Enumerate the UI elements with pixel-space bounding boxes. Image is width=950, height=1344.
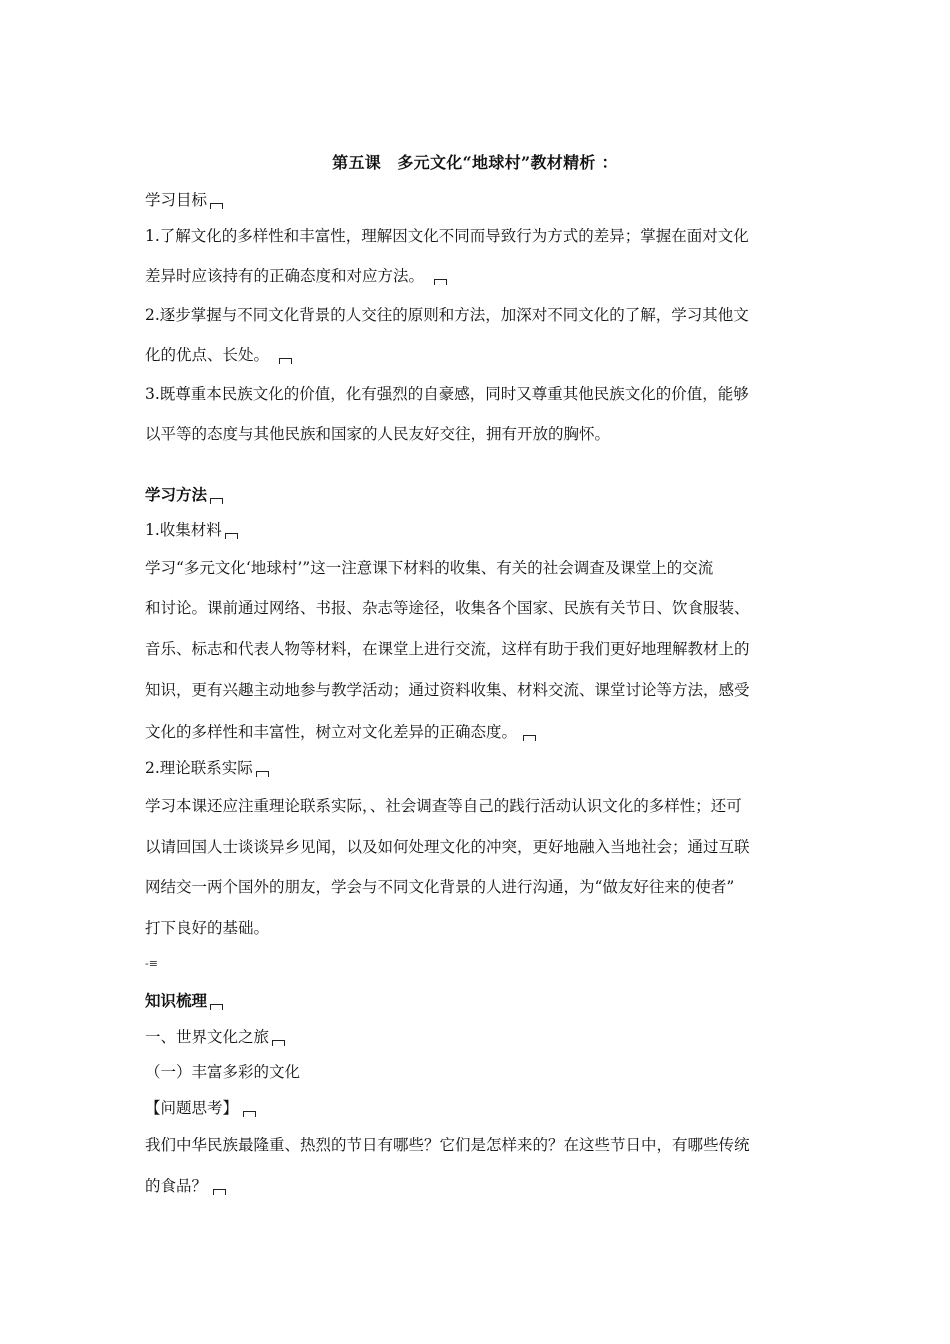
method-1-line-4: 知识，更有兴趣主动地参与教学活动；通过资料收集、材料交流、课堂讨论等方法，感受 bbox=[145, 681, 750, 699]
document-title: 第五课 多元文化“地球村”教材精析 ： bbox=[332, 153, 618, 172]
method-2-line-3: 网结交一两个国外的朋友，学会与不同文化背景的人进行沟通，为“做友好往来的使者” bbox=[145, 878, 735, 896]
method-1-line-5: 文化的多样性和丰富性，树立对文化差异的正确态度。 bbox=[145, 723, 518, 741]
goals-line-4: 化的优点、长处。 bbox=[145, 346, 270, 364]
method-2-title-line bbox=[145, 758, 810, 778]
method-1-line-3: 音乐、标志和代表人物等材料，在课堂上进行交流，这样有助于我们更好地理解教材上的 bbox=[145, 640, 750, 658]
question-label: 【问题思考】 bbox=[145, 1099, 239, 1117]
section-1-title: 一、世界文化之旅 bbox=[145, 1028, 270, 1046]
goals-heading-line bbox=[145, 190, 810, 210]
method-1-line-5-wrap bbox=[145, 722, 810, 742]
method-2-line-2: 以请回国人士谈谈异乡见闻，以及如何处理文化的冲突，更好地融入当地社会；通过互联 bbox=[145, 838, 750, 856]
paragraph-mark-icon bbox=[434, 279, 447, 285]
question-line-1: 我们中华民族最隆重、热烈的节日有哪些？它们是怎样来的？在这些节日中，有哪些传统 bbox=[145, 1136, 750, 1154]
paragraph-mark-icon bbox=[210, 498, 223, 504]
method-2-title: 2.理论联系实际 bbox=[145, 759, 253, 777]
methods-heading: 学习方法 bbox=[145, 485, 208, 504]
goals-line-5: 3.既尊重本民族文化的价值，化有强烈的自豪感，同时又尊重其他民族文化的价值，能够 bbox=[145, 385, 749, 403]
paragraph-mark-icon bbox=[256, 771, 269, 777]
paragraph-mark-icon bbox=[272, 1040, 285, 1046]
question-label-line bbox=[145, 1098, 810, 1118]
method-1-title: 1.收集材料 bbox=[145, 521, 222, 539]
question-line-2-wrap bbox=[145, 1176, 810, 1196]
method-2-line-1: 学习本课还应注重理论联系实际，、社会调查等自己的践行活动认识文化的多样性；还可 bbox=[145, 797, 742, 815]
methods-heading-line bbox=[145, 485, 810, 505]
method-2-line-4: 打下良好的基础。 bbox=[145, 919, 270, 937]
paragraph-mark-icon bbox=[213, 1189, 226, 1195]
goals-line-1: 1.了解文化的多样性和丰富性，理解因文化不同而导致行为方式的差异；掌握在面对文化 bbox=[145, 227, 749, 245]
goals-line-3: 2.逐步掌握与不同文化背景的人交往的原则和方法，加深对不同文化的了解，学习其他文 bbox=[145, 306, 749, 324]
method-1-title-line bbox=[145, 520, 810, 540]
knowledge-heading: 知识梳理 bbox=[145, 991, 208, 1010]
paragraph-mark-icon bbox=[243, 1111, 256, 1117]
subsection-1-1-title: （一）丰富多彩的文化 bbox=[145, 1063, 301, 1081]
section-separator: -≡ bbox=[145, 957, 158, 970]
method-1-line-2: 和讨论。课前通过网络、书报、杂志等途径，收集各个国家、民族有关节日、饮食服装、 bbox=[145, 599, 750, 617]
goals-line-2: 差异时应该持有的正确态度和对应方法。 bbox=[145, 267, 425, 285]
paragraph-mark-icon bbox=[279, 358, 292, 364]
section-1-line bbox=[145, 1027, 810, 1047]
method-1-line-1: 学习“多元文化‘地球村’”这一注意课下材料的收集、有关的社会调查及课堂上的交流 bbox=[145, 559, 714, 577]
knowledge-heading-line bbox=[145, 991, 810, 1011]
paragraph-mark-icon bbox=[210, 203, 223, 209]
goals-line-4-wrap bbox=[145, 345, 810, 365]
goals-line-2-wrap bbox=[145, 266, 810, 286]
paragraph-mark-icon bbox=[523, 735, 536, 741]
paragraph-mark-icon bbox=[225, 533, 238, 539]
paragraph-mark-icon bbox=[210, 1004, 223, 1010]
question-line-2: 的食品？ bbox=[145, 1177, 208, 1195]
goals-heading: 学习目标 bbox=[145, 191, 208, 209]
goals-line-6: 以平等的态度与其他民族和国家的人民友好交往，拥有开放的胸怀。 bbox=[145, 425, 611, 443]
